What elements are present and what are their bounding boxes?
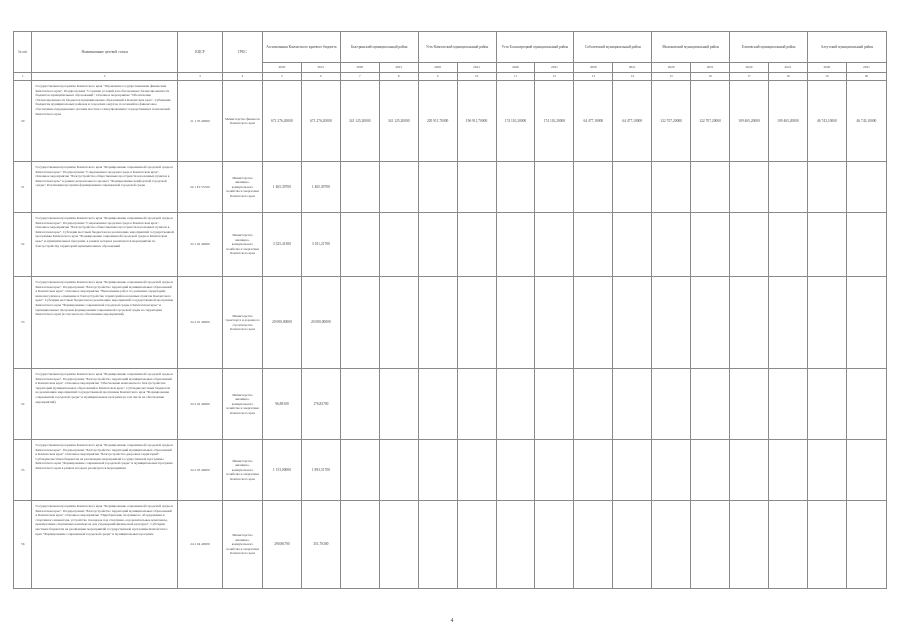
row-total-2021: 3 101,21700 (301, 213, 340, 277)
col-aleutsky-header: Алеутский муниципальный район (807, 32, 886, 63)
year-cell: 2021 (846, 63, 886, 73)
row-sobolevsky-2020 (574, 162, 613, 213)
col-elizovsky-header: Елизовский муниципальный район (730, 32, 808, 63)
row-total-2020: 3 325,41300 (262, 213, 301, 277)
row-sobolevsky-2021 (613, 369, 652, 440)
col-number: 1 (14, 73, 32, 81)
row-sobolevsky-2020 (574, 369, 613, 440)
row-number: 52 (14, 213, 32, 277)
row-total-2020: 1 465,39700 (262, 162, 301, 213)
col-number: 20 (846, 73, 886, 81)
table-row (14, 277, 887, 369)
row-aleutsky-2020 (807, 213, 846, 277)
row-number: 55 (14, 440, 32, 501)
row-ust-kamchatsky-2021 (457, 440, 496, 501)
row-ust-bolsheretsky-2021 (535, 213, 574, 277)
row-elizovsky-2021 (768, 440, 807, 501)
col-number: 6 (301, 73, 340, 81)
row-ust-kamchatsky-2020: 205 911,70000 (418, 81, 457, 162)
row-elizovsky-2020 (730, 213, 769, 277)
row-elizovsky-2020 (730, 162, 769, 213)
header-row (14, 32, 887, 63)
row-milkovsky-2020: 122 707,20000 (652, 81, 691, 162)
col-ust-kamchatsky-header: Усть-Камчатский муниципальный район (418, 32, 496, 63)
row-bystrinsky-2020 (340, 277, 379, 369)
row-ust-bolsheretsky-2021 (535, 162, 574, 213)
row-milkovsky-2020 (652, 440, 691, 501)
col-bystrinsky-header: Быстринский муниципальный район (340, 32, 418, 63)
col-number: 7 (340, 73, 379, 81)
row-bystrinsky-2020 (340, 213, 379, 277)
row-elizovsky-2020 (730, 501, 769, 589)
row-aleutsky-2021 (846, 277, 886, 369)
row-total-2020: 290,86700 (262, 501, 301, 589)
row-elizovsky-2020: 109 465,20000 (730, 81, 769, 162)
year-cell: 2020 (652, 63, 691, 73)
col-sobolevsky-header: Соболевский муниципальный район (574, 32, 652, 63)
row-grbs: Министерство жилищно-коммунального хозяйства и энергетики Камчатского края (223, 162, 263, 213)
row-grbs: Министерство жилищно-коммунального хозяйства и энергетики Камчатского края (223, 213, 263, 277)
row-aleutsky-2021 (846, 213, 886, 277)
row-aleutsky-2021 (846, 501, 886, 589)
row-elizovsky-2020 (730, 369, 769, 440)
table-row (14, 369, 887, 440)
row-aleutsky-2020 (807, 501, 846, 589)
row-elizovsky-2020 (730, 440, 769, 501)
year-cell: 2020 (730, 63, 769, 73)
row-aleutsky-2021 (846, 162, 886, 213)
row-sobolevsky-2020 (574, 277, 613, 369)
row-bystrinsky-2021 (379, 213, 418, 277)
row-aleutsky-2020 (807, 440, 846, 501)
year-cell: 2020 (340, 63, 379, 73)
row-number: 54 (14, 369, 32, 440)
row-ust-kamchatsky-2021 (457, 369, 496, 440)
row-total-2021: 20 000,00000 (301, 277, 340, 369)
row-name: Государственная программа Камчатского края "Формирование современной городской среды в Камчатском крае". Подпрограмма "Благоустройство территорий муниципальных образований в Камчатском крае". Основное мероприятие "Приобретение спортивного оборудования и спортивного инвентаря, устройство площадок под спортивно-оздоровительные комплексы, приобретение спортивных комплексов для учреждений физической культуры". Субсидии местным бюджетам на реализацию мероприятий государственной программы Камчатского края "Формирование современной городской среды" и муниципальных программ (32, 501, 177, 589)
row-sobolevsky-2020: 64 477,10000 (574, 81, 613, 162)
row-ust-kamchatsky-2020 (418, 440, 457, 501)
table-row (14, 501, 887, 589)
row-elizovsky-2021 (768, 369, 807, 440)
col-number: 4 (223, 73, 263, 81)
row-ust-kamchatsky-2020 (418, 369, 457, 440)
row-elizovsky-2021: 109 465,20000 (768, 81, 807, 162)
row-total-2021: 1 893,51700 (301, 440, 340, 501)
year-cell: 2020 (574, 63, 613, 73)
row-aleutsky-2021 (846, 440, 886, 501)
row-grbs: Министерство жилищно-коммунального хозяйства и энергетики Камчатского края (223, 369, 263, 440)
row-milkovsky-2020 (652, 162, 691, 213)
year-cell: 2020 (807, 63, 846, 73)
row-ust-bolsheretsky-2021 (535, 501, 574, 589)
row-ust-bolsheretsky-2020 (496, 369, 535, 440)
row-total-2021: 176,83700 (301, 369, 340, 440)
row-kcsr: 24 1 02 40000 (177, 213, 222, 277)
row-sobolevsky-2021 (613, 213, 652, 277)
row-kcsr: 24 2 04 40000 (177, 501, 222, 589)
row-sobolevsky-2021 (613, 277, 652, 369)
row-aleutsky-2020 (807, 162, 846, 213)
row-sobolevsky-2021 (613, 162, 652, 213)
row-grbs: Министерство жилищно-коммунального хозяйства и энергетики Камчатского края (223, 501, 263, 589)
year-cell: 2021 (379, 63, 418, 73)
row-milkovsky-2021 (691, 162, 730, 213)
col-number: 2 (32, 73, 177, 81)
row-kcsr: 24 2 03 40000 (177, 440, 222, 501)
row-ust-kamchatsky-2021 (457, 162, 496, 213)
col-number: 12 (535, 73, 574, 81)
year-cell: 2020 (418, 63, 457, 73)
year-cell: 2020 (496, 63, 535, 73)
column-numbers-row (14, 73, 887, 81)
col-number: 15 (652, 73, 691, 81)
row-milkovsky-2021 (691, 369, 730, 440)
row-ust-bolsheretsky-2021 (535, 369, 574, 440)
row-bystrinsky-2021 (379, 501, 418, 589)
row-ust-bolsheretsky-2020 (496, 213, 535, 277)
year-cell: 2021 (768, 63, 807, 73)
row-ust-kamchatsky-2020 (418, 277, 457, 369)
col-num-header: № п/п (14, 32, 32, 73)
row-aleutsky-2020: 46 743,10000 (807, 81, 846, 162)
row-sobolevsky-2021 (613, 501, 652, 589)
row-total-2020: 671 276,20000 (262, 81, 301, 162)
row-total-2020: 96,88100 (262, 369, 301, 440)
row-bystrinsky-2021 (379, 162, 418, 213)
row-ust-kamchatsky-2020 (418, 162, 457, 213)
col-number: 19 (807, 73, 846, 81)
row-milkovsky-2021: 122 707,20000 (691, 81, 730, 162)
row-aleutsky-2021 (846, 369, 886, 440)
row-sobolevsky-2020 (574, 213, 613, 277)
row-name: Государственная программа Камчатского края "Формирование современной городской среды в Камчатском крае". Подпрограмма "Современная городская среда в Камчатском крае". Основное мероприятие "Благоустройство общественных пространств населенных пунктов в Камчатском крае" в рамках регионального проекта "Формирование комфортной городской среды". Реализация программ формирования современной городской среды (32, 162, 177, 213)
row-ust-bolsheretsky-2021 (535, 277, 574, 369)
row-sobolevsky-2020 (574, 501, 613, 589)
row-ust-bolsheretsky-2020 (496, 440, 535, 501)
col-number: 18 (768, 73, 807, 81)
col-name-header: Наименование целевой статьи (32, 32, 177, 73)
row-milkovsky-2020 (652, 369, 691, 440)
col-number: 9 (418, 73, 457, 81)
col-number: 8 (379, 73, 418, 81)
table-row (14, 440, 887, 501)
table-row (14, 213, 887, 277)
row-ust-kamchatsky-2021 (457, 277, 496, 369)
row-total-2021: 351,76300 (301, 501, 340, 589)
row-number: 53 (14, 277, 32, 369)
col-total-header: Ассигнования Камчатского краевого бюджета (262, 32, 340, 63)
row-sobolevsky-2021: 64 477,10000 (613, 81, 652, 162)
row-kcsr: 21 1 03 40060 (177, 81, 222, 162)
row-ust-kamchatsky-2020 (418, 501, 457, 589)
row-total-2021: 1 465,39700 (301, 162, 340, 213)
row-name: Государственная программа Камчатского края "Формирование современной городской среды в Камчатском крае". Подпрограмма "Современная городская среда в Камчатском крае". Основное мероприятие "Благоустройство общественных пространств населенных пунктов в Камчатском крае". Субсидии местным бюджетам на реализацию мероприятий государственной программы Камчатского края "Формирование современной городской среды в Камчатском крае" и муниципальных программ, в рамках которых реализуются мероприятия по благоустройству территорий муниципальных образований (32, 213, 177, 277)
row-ust-bolsheretsky-2020 (496, 501, 535, 589)
col-number: 5 (262, 73, 301, 81)
budget-table (13, 31, 887, 589)
row-milkovsky-2021 (691, 213, 730, 277)
row-sobolevsky-2021 (613, 440, 652, 501)
col-number: 11 (496, 73, 535, 81)
table-row (14, 162, 887, 213)
row-kcsr: 24 2 01 40000 (177, 277, 222, 369)
table-row (14, 81, 887, 162)
page-number: 4 (450, 618, 454, 624)
year-cell: 2020 (262, 63, 301, 73)
row-elizovsky-2021 (768, 213, 807, 277)
row-ust-kamchatsky-2021 (457, 501, 496, 589)
row-milkovsky-2020 (652, 277, 691, 369)
row-aleutsky-2021: 46 743,10000 (846, 81, 886, 162)
row-ust-bolsheretsky-2020: 174 110,20000 (496, 81, 535, 162)
row-ust-kamchatsky-2020 (418, 213, 457, 277)
row-milkovsky-2021 (691, 440, 730, 501)
col-number: 14 (613, 73, 652, 81)
row-elizovsky-2021 (768, 501, 807, 589)
row-name: Государственная программа Камчатского края "Управление государственными финансами Камчатского края". Подпрограмма "Создание условий для обеспечения сбалансированности бюджетов муниципальных образований". Основное мероприятие "Обеспечение сбалансированности бюджетов муниципальных образований в Камчатском крае". Субвенции бюджетам муниципальных районов и городских округов, поселений на финансовое обеспечение передаваемых органам местного самоуправления государственных полномочий Камчатского края (32, 81, 177, 162)
row-total-2021: 671 276,20000 (301, 81, 340, 162)
row-milkovsky-2020 (652, 213, 691, 277)
year-cell: 2021 (457, 63, 496, 73)
row-number: 56 (14, 501, 32, 589)
year-cell: 2021 (613, 63, 652, 73)
col-kcsr-header: КЦСР (177, 32, 222, 73)
col-number: 3 (177, 73, 222, 81)
row-bystrinsky-2020 (340, 501, 379, 589)
row-grbs: Министерство финансов Камчатского края (223, 81, 263, 162)
row-bystrinsky-2020 (340, 369, 379, 440)
row-aleutsky-2020 (807, 369, 846, 440)
col-number: 16 (691, 73, 730, 81)
row-bystrinsky-2020 (340, 440, 379, 501)
row-kcsr: 24 2 02 40000 (177, 369, 222, 440)
row-bystrinsky-2021: 341 125,20000 (379, 81, 418, 162)
year-cell: 2021 (691, 63, 730, 73)
col-ust-bolsheretsky-header: Усть-Большерецкий муниципальный район (496, 32, 574, 63)
row-grbs: Министерство жилищно-коммунального хозяйства и энергетики Камчатского края (223, 440, 263, 501)
row-ust-kamchatsky-2021: 196 911,70000 (457, 81, 496, 162)
row-ust-bolsheretsky-2020 (496, 277, 535, 369)
row-bystrinsky-2021 (379, 369, 418, 440)
row-ust-bolsheretsky-2021 (535, 440, 574, 501)
row-grbs: Министерство транспорта и дорожного строительства Камчатского края (223, 277, 263, 369)
row-total-2020: 20 000,00000 (262, 277, 301, 369)
row-number: 51 (14, 162, 32, 213)
row-name: Государственная программа Камчатского края "Формирование современной городской среды в Камчатском крае". Подпрограмма "Благоустройство территорий муниципальных образований в Камчатском крае". Основное мероприятие "Обеспечение комплексного благоустройства территорий муниципальных образований в Камчатском крае". Субсидии местным бюджетам на реализацию мероприятий государственной программы Камчатского края "Формирование современной городской среды" и муниципальных программ (в том числе на обеспечение мероприятий) (32, 369, 177, 440)
row-milkovsky-2021 (691, 501, 730, 589)
row-aleutsky-2020 (807, 277, 846, 369)
row-milkovsky-2021 (691, 277, 730, 369)
row-bystrinsky-2021 (379, 440, 418, 501)
col-grbs-header: ГРБС (223, 32, 263, 73)
row-kcsr: 24 1 F2 55550 (177, 162, 222, 213)
row-number: 50 (14, 81, 32, 162)
year-cell: 2021 (535, 63, 574, 73)
row-elizovsky-2021 (768, 162, 807, 213)
row-bystrinsky-2021 (379, 277, 418, 369)
row-ust-kamchatsky-2021 (457, 213, 496, 277)
row-ust-bolsheretsky-2020 (496, 162, 535, 213)
col-number: 17 (730, 73, 769, 81)
row-elizovsky-2021 (768, 277, 807, 369)
col-number: 10 (457, 73, 496, 81)
row-name: Государственная программа Камчатского края "Формирование современной городской среды в Камчатском крае". Подпрограмма "Благоустройство территорий муниципальных образований в Камчатском крае". Основное мероприятие "Выполнение работ по развитию территорий, включая уличное освещение и благоустройство территорий населенных пунктов Камчатского края". Субсидии местным бюджетам на реализацию мероприятий государственной программы Камчатского края "Формирование современной городской среды в Камчатском крае" и муниципальных программ формирования современной городской среды на территории Камчатского края (в том числе на обеспечение мероприятий) (32, 277, 177, 369)
col-milkovsky-header: Мильковский муниципальный район (652, 32, 730, 63)
row-milkovsky-2020 (652, 501, 691, 589)
row-elizovsky-2020 (730, 277, 769, 369)
year-cell: 2021 (301, 63, 340, 73)
row-bystrinsky-2020 (340, 162, 379, 213)
row-ust-bolsheretsky-2021: 174 110,20000 (535, 81, 574, 162)
row-total-2020: 1 153,00000 (262, 440, 301, 501)
row-sobolevsky-2020 (574, 440, 613, 501)
col-number: 13 (574, 73, 613, 81)
row-name: Государственная программа Камчатского края "Формирование современной городской среды в Камчатском крае". Подпрограмма "Благоустройство территорий муниципальных образований в Камчатском крае". Основное мероприятие "Благоустройство дворовых территорий". Субсидии местным бюджетам на реализацию мероприятий государственной программы Камчатского края "Формирование современной городской среды" и муниципальных программ Камчатского края в рамках которых реализуются мероприятия (32, 440, 177, 501)
row-bystrinsky-2020: 341 125,20000 (340, 81, 379, 162)
